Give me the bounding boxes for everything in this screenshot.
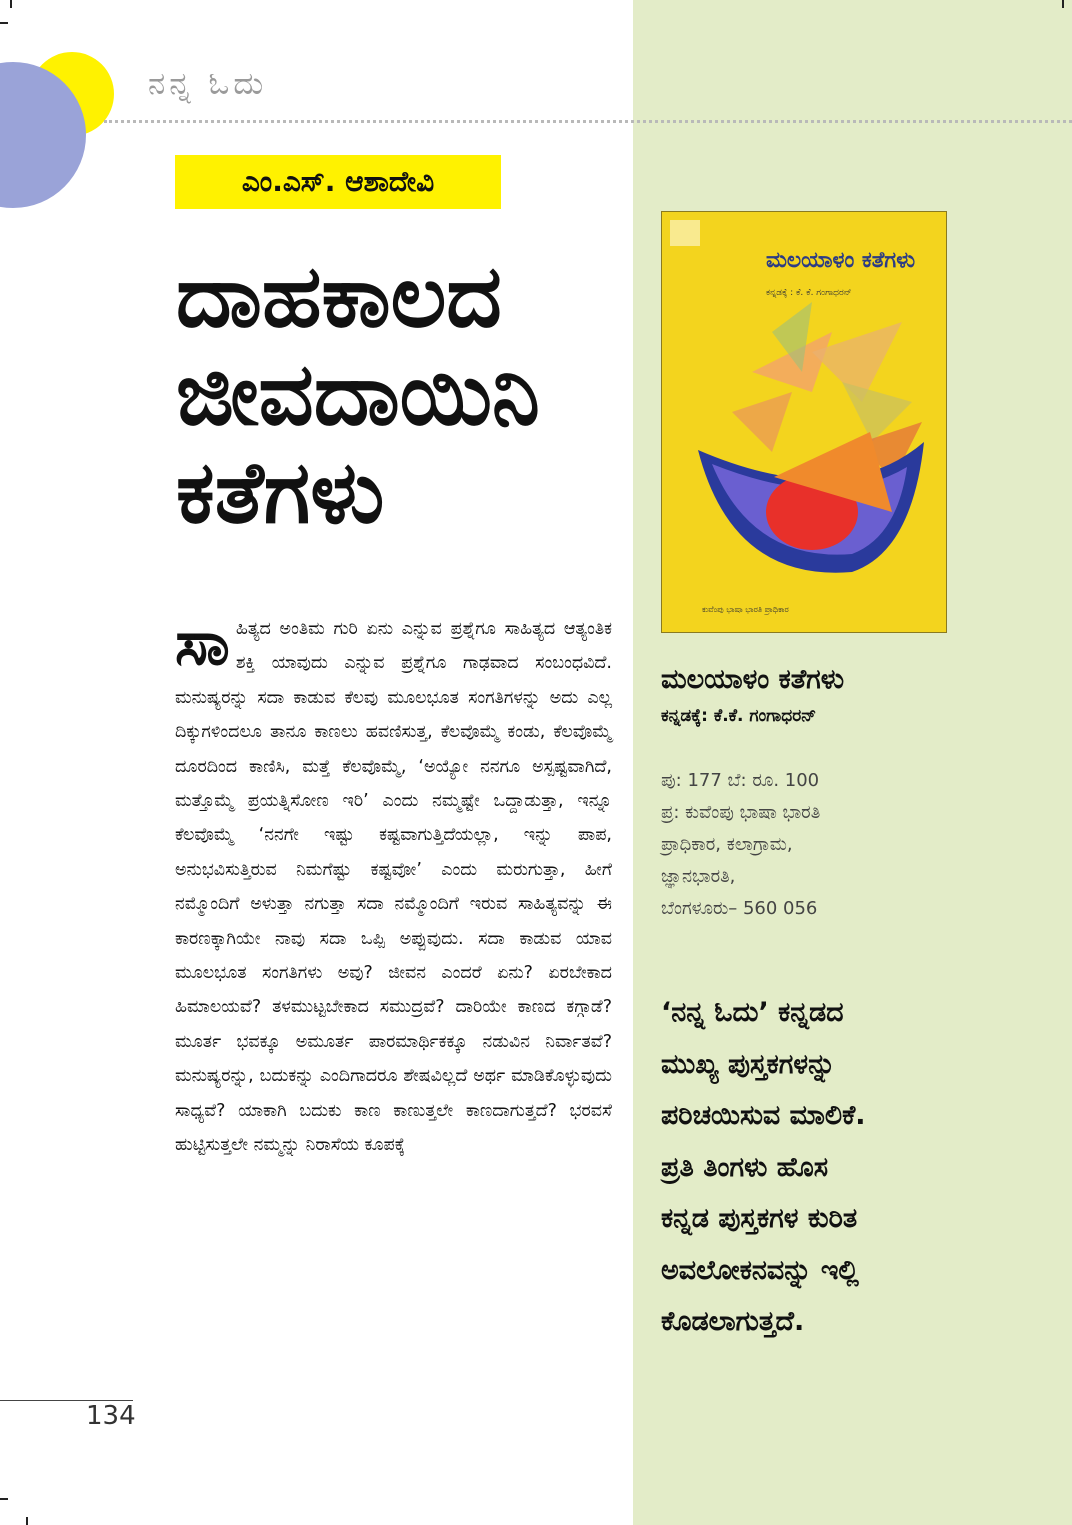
article-body-text: ಹಿತ್ಯದ ಅಂತಿಮ ಗುರಿ ಏನು ಎನ್ನುವ ಪ್ರಶ್ನೆಗೂ ಸಾಹಿತ್ಯದ ಆತ್ಯಂತಿಕ ಶಕ್ತಿ ಯಾವುದು ಎನ್ನುವ ಪ್ರಶ್ನೆಗೂ ಗಾಢವಾದ ಸಂಬಂಧವಿದೆ. ಮನುಷ್ಯರನ್ನು ಸದಾ ಕಾಡುವ ಕೆಲವು ಮೂಲಭೂತ ಸಂಗತಿಗಳನ್ನು ಅದು ಎಲ್ಲ ದಿಕ್ಕುಗಳಿಂದಲೂ ತಾನೂ ಕಾಣಲು ಹವಣಿಸುತ್ತ, ಕೆಲವೊಮ್ಮೆ ಕಂಡು, ಕೆಲವೊಮ್ಮೆ ದೂರದಿಂದ ಕಾಣಿಸಿ, ಮತ್ತೆ ಕೆಲವೊಮ್ಮೆ, ‘ಅಯ್ಯೋ ನನಗೂ ಅಸ್ಪಷ್ಟವಾಗಿದೆ, ಮತ್ತೊಮ್ಮೆ ಪ್ರಯತ್ನಿಸೋಣ ಇರಿ’ ಎಂದು ನಮ್ಮಷ್ಟೇ ಒದ್ದಾಡುತ್ತಾ, ಇನ್ನೂ ಕೆಲವೊಮ್ಮೆ ‘ನನಗೇ ಇಷ್ಟು ಕಷ್ಟವಾಗುತ್ತಿದೆಯಲ್ಲಾ, ಇನ್ನು ಪಾಪ, ಅನುಭವಿಸುತ್ತಿರುವ ನಿಮಗೆಷ್ಟು ಕಷ್ಟವೋ’ ಎಂದು ಮರುಗುತ್ತಾ, ಹೀಗೆ ನಮ್ಮೊಂದಿಗೆ ಅಳುತ್ತಾ ನಗುತ್ತಾ ಸದಾ ನಮ್ಮೊಂದಿಗೆ ಇರುವ ಸಾಹಿತ್ಯವನ್ನು ಈ ಕಾರಣಕ್ಕಾಗಿಯೇ ನಾವು ಸದಾ ಒಪ್ಪಿ ಅಪ್ಪುವುದು. ಸದಾ ಕಾಡುವ ಯಾವ ಮೂಲಭೂತ ಸಂಗತಿಗಳು ಅವು? ಜೀವನ ಎಂದರೆ ಏನು? ಏರಬೇಕಾದ ಹಿಮಾಲಯವೆ? ತಳಮುಟ್ಟಬೇಕಾದ ಸಮುದ್ರವೆ? ದಾರಿಯೇ ಕಾಣದ ಕಗ್ಗಾಡೆ? ಮೂರ್ತ ಭವಕ್ಕೂ ಅಮೂರ್ತ ಪಾರಮಾರ್ಥಿಕಕ್ಕೂ ನಡುವಿನ ನಿರ್ವಾತವೆ? ಮನುಷ್ಯರನ್ನು, ಬದುಕನ್ನು ಎಂದಿಗಾದರೂ ಶೇಷವಿಲ್ಲದೆ ಅರ್ಥ ಮಾಡಿಕೊಳ್ಳುವುದು ಸಾಧ್ಯವೆ? ಯಾಕಾಗಿ ಬದುಕು ಕಾಣ ಕಾಣುತ್ತಲೇ ಕಾಣದಾಗುತ್ತದೆ? ಭರವಸೆ ಹುಟ್ಟಿಸುತ್ತಲೇ ನಮ್ಮನ್ನು ನಿರಾಸೆಯ ಕೂಪಕ್ಕೆ bbox=[175, 619, 612, 1156]
blurb-line: ‘ನನ್ನ ಓದು’ ಕನ್ನಡದ bbox=[661, 997, 844, 1028]
book-title: ಮಲಯಾಳಂ ಕತೆಗಳು bbox=[661, 664, 845, 695]
book-detail-line: ಪ್ರ: ಕುವೆಂಪು ಭಾಷಾ ಭಾರತಿ bbox=[661, 802, 821, 823]
blurb-line: ಪರಿಚಯಿಸುವ ಮಾಲಿಕೆ. bbox=[661, 1100, 866, 1131]
page-number: 134 bbox=[86, 1401, 136, 1431]
headline-line: ಕತೆಗಳು bbox=[176, 443, 385, 543]
cover-subtitle: ಕನ್ನಡಕ್ಕೆ : ಕೆ. ಕೆ. ಗಂಗಾಧರನ್ bbox=[766, 288, 852, 298]
book-detail-line: ಬೆಂಗಳೂರು– 560 056 bbox=[661, 898, 818, 919]
cover-publisher: ಕುವೆಂಪು ಭಾಷಾ ಭಾರತಿ ಪ್ರಾಧಿಕಾರ bbox=[702, 605, 789, 614]
blurb-line: ಕನ್ನಡ ಪುಸ್ತಕಗಳ ಕುರಿತ bbox=[661, 1203, 858, 1234]
crop-mark bbox=[0, 1498, 8, 1500]
drop-cap: ಸಾ bbox=[175, 606, 230, 679]
book-translator: ಕನ್ನಡಕ್ಕೆ: ಕೆ.ಕೆ. ಗಂಗಾಧರನ್ bbox=[661, 706, 817, 726]
section-label: ನನ್ನ ಓದು bbox=[148, 66, 268, 102]
book-detail-line: ಜ್ಞಾನಭಾರತಿ, bbox=[661, 866, 736, 887]
book-cover-art bbox=[662, 212, 946, 632]
crop-mark bbox=[1062, 0, 1064, 8]
cover-title: ಮಲಯಾಳಂ ಕತೆಗಳು bbox=[766, 248, 916, 273]
series-blurb bbox=[661, 987, 961, 1348]
headline-line: ಜೀವದಾಯಿನಿ bbox=[176, 345, 540, 445]
book-details bbox=[661, 765, 820, 925]
blurb-line: ಮುಖ್ಯ ಪುಸ್ತಕಗಳನ್ನು bbox=[661, 1048, 836, 1080]
dotted-divider bbox=[104, 120, 1072, 123]
book-detail-line: ಪ್ರಾಧಿಕಾರ, ಕಲಾಗ್ರಾಮ, bbox=[661, 834, 793, 855]
author-name: ಎಂ.ಎಸ್. ಆಶಾದೇವಿ bbox=[175, 155, 501, 209]
blurb-line: ಕೊಡಲಾಗುತ್ತದೆ. bbox=[661, 1306, 805, 1337]
crop-mark bbox=[10, 0, 12, 8]
crop-mark bbox=[0, 22, 8, 24]
blurb-line: ಅವಲೋಕನವನ್ನು ಇಲ್ಲಿ bbox=[661, 1254, 859, 1286]
article-headline bbox=[176, 248, 636, 542]
article-body bbox=[175, 606, 612, 1163]
blurb-line: ಪ್ರತಿ ತಿಂಗಳು ಹೊಸ bbox=[661, 1151, 829, 1183]
crop-mark bbox=[26, 1517, 28, 1525]
headline-line: ದಾಹಕಾಲದ bbox=[176, 247, 502, 347]
book-cover-image bbox=[661, 211, 947, 633]
book-detail-line: ಪು: 177 ಬೆ: ರೂ. 100 bbox=[661, 770, 820, 791]
